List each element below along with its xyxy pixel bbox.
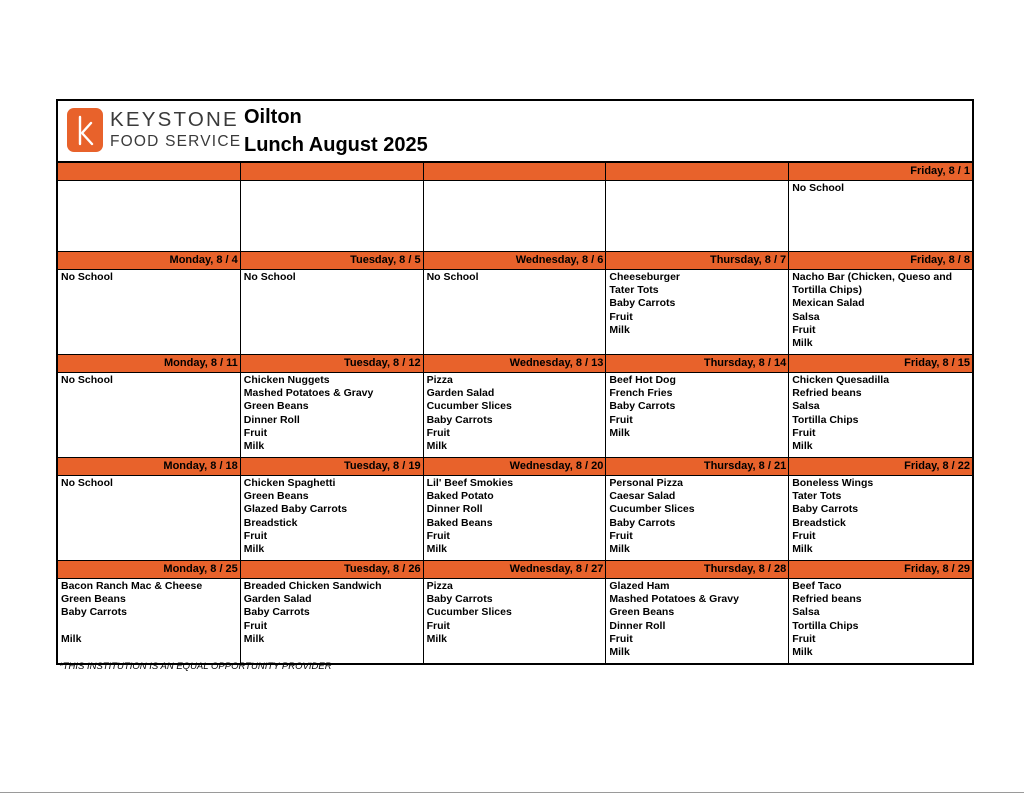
menu-items — [606, 373, 788, 457]
menu-calendar — [58, 163, 972, 663]
day-cell — [58, 355, 241, 457]
day-header: Friday, 8 / 1 — [789, 163, 972, 181]
menu-item: Baby Carrots — [609, 516, 676, 529]
menu-item: Glazed Ham — [609, 580, 670, 592]
day-cell — [606, 458, 789, 560]
menu-item: Milk — [426, 440, 448, 453]
menu-item: Breaded Chicken Sandwich — [243, 580, 382, 592]
menu-item: Milk — [243, 632, 265, 645]
menu-item: Pizza — [426, 374, 453, 386]
menu-item: Fruit — [609, 529, 633, 542]
day-cell — [789, 561, 972, 663]
menu-item: Personal Pizza — [609, 477, 683, 489]
menu-item: Fruit — [243, 619, 268, 632]
menu-item: Baked Potato — [426, 490, 494, 503]
menu-item: Beef Taco — [792, 580, 842, 592]
day-cell — [789, 163, 972, 251]
day-header: Friday, 8 / 8 — [789, 252, 972, 270]
menu-item: Garden Salad — [243, 593, 312, 606]
menu-item: Garden Salad — [426, 387, 495, 400]
menu-item: Milk — [792, 337, 813, 350]
menu-item: No School — [61, 374, 113, 386]
menu-items — [241, 270, 423, 354]
menu-item: Dinner Roll — [609, 619, 666, 632]
day-header: Thursday, 8 / 7 — [606, 252, 788, 270]
menu-item: Cucumber Slices — [426, 606, 512, 619]
menu-items — [789, 270, 972, 354]
menu-item: Milk — [61, 632, 82, 645]
menu-item: Milk — [243, 440, 265, 453]
menu-item: Milk — [792, 646, 813, 659]
menu-items — [58, 373, 240, 457]
week-row — [58, 163, 972, 251]
menu-item: Milk — [609, 426, 630, 439]
page-bottom-rule — [0, 792, 1024, 793]
menu-item: Chicken Quesadilla — [792, 374, 890, 386]
menu-items — [789, 181, 972, 251]
menu-item: Tater Tots — [792, 490, 842, 503]
menu-item: Milk — [426, 543, 448, 556]
menu-item: Baby Carrots — [426, 413, 493, 426]
menu-title: Lunch August 2025 — [244, 134, 428, 156]
menu-item: Fruit — [243, 426, 268, 439]
menu-item: Fruit — [792, 529, 816, 542]
day-header: Thursday, 8 / 21 — [606, 458, 788, 476]
day-cell — [789, 252, 972, 354]
menu-items — [606, 181, 788, 251]
day-header: Friday, 8 / 15 — [789, 355, 972, 373]
menu-item: Baby Carrots — [243, 606, 310, 619]
day-header: Monday, 8 / 25 — [58, 561, 240, 579]
day-header — [606, 163, 788, 181]
day-header: Friday, 8 / 22 — [789, 458, 972, 476]
menu-item: French Fries — [609, 387, 673, 400]
menu-item: Pizza — [426, 580, 453, 592]
day-cell — [58, 458, 241, 560]
menu-items — [58, 579, 240, 663]
menu-item: Fruit — [426, 619, 450, 632]
menu-item: Fruit — [609, 632, 633, 645]
day-cell — [58, 163, 241, 251]
day-cell — [241, 355, 424, 457]
menu-items — [58, 181, 240, 251]
day-cell — [789, 458, 972, 560]
menu-sheet — [56, 99, 974, 665]
menu-item: Green Beans — [243, 490, 309, 503]
day-cell — [424, 458, 607, 560]
menu-items — [424, 476, 606, 560]
day-cell — [241, 252, 424, 354]
menu-item: Tortilla Chips) — [792, 284, 862, 297]
menu-item: Tortilla Chips — [792, 619, 859, 632]
menu-items — [789, 476, 972, 560]
day-cell — [241, 163, 424, 251]
menu-item: Cheeseburger — [609, 271, 680, 283]
keystone-logo-icon — [67, 108, 103, 152]
menu-items — [424, 181, 606, 251]
day-header: Wednesday, 8 / 20 — [424, 458, 606, 476]
menu-item: Milk — [792, 543, 813, 556]
menu-items — [241, 181, 423, 251]
menu-item: Fruit — [792, 426, 816, 439]
menu-item: No School — [426, 271, 479, 283]
day-cell — [241, 458, 424, 560]
menu-item — [61, 620, 237, 633]
menu-item: Baby Carrots — [792, 503, 859, 516]
menu-item: Milk — [792, 440, 813, 453]
menu-item: Baby Carrots — [61, 606, 127, 619]
menu-item: Glazed Baby Carrots — [243, 503, 348, 516]
menu-item: Mashed Potatoes & Gravy — [243, 387, 374, 400]
menu-items — [789, 579, 972, 663]
day-cell — [424, 561, 607, 663]
menu-items — [606, 579, 788, 663]
menu-item: Bacon Ranch Mac & Cheese — [61, 580, 203, 592]
menu-item: Dinner Roll — [426, 503, 483, 516]
day-cell — [58, 561, 241, 663]
menu-item: Salsa — [792, 400, 820, 413]
menu-item: Tortilla Chips — [792, 413, 859, 426]
menu-item: Fruit — [426, 426, 450, 439]
menu-item: Chicken Spaghetti — [243, 477, 336, 489]
brand-name: KEYSTONE — [110, 108, 239, 131]
menu-item: Baby Carrots — [426, 593, 493, 606]
menu-item: Breadstick — [243, 516, 298, 529]
menu-items — [424, 270, 606, 354]
menu-item: Baked Beans — [426, 516, 493, 529]
menu-item: No School — [61, 271, 113, 283]
week-row — [58, 560, 972, 663]
menu-item: No School — [792, 182, 845, 194]
day-cell — [424, 252, 607, 354]
day-header — [424, 163, 606, 181]
menu-item: Milk — [426, 632, 448, 645]
day-header: Thursday, 8 / 28 — [606, 561, 788, 579]
day-cell — [606, 252, 789, 354]
menu-item: Green Beans — [243, 400, 309, 413]
menu-items — [789, 373, 972, 457]
menu-items — [241, 476, 423, 560]
menu-item: Milk — [609, 323, 630, 336]
menu-items — [241, 373, 423, 457]
menu-items — [606, 270, 788, 354]
day-header: Tuesday, 8 / 26 — [241, 561, 423, 579]
day-header: Monday, 8 / 18 — [58, 458, 240, 476]
day-header: Monday, 8 / 4 — [58, 252, 240, 270]
school-name: Oilton — [244, 106, 302, 128]
menu-item: Baby Carrots — [609, 297, 676, 310]
menu-item: Fruit — [609, 413, 633, 426]
menu-item: Breadstick — [792, 516, 846, 529]
day-header: Tuesday, 8 / 19 — [241, 458, 423, 476]
menu-item: Nacho Bar (Chicken, Queso and — [792, 271, 953, 283]
menu-item: Fruit — [426, 529, 450, 542]
menu-item: Tater Tots — [609, 284, 659, 297]
day-header: Thursday, 8 / 14 — [606, 355, 788, 373]
day-cell — [606, 163, 789, 251]
day-header: Wednesday, 8 / 13 — [424, 355, 606, 373]
menu-item: Cucumber Slices — [609, 503, 695, 516]
day-cell — [424, 163, 607, 251]
menu-items — [58, 476, 240, 560]
day-cell — [606, 561, 789, 663]
menu-items — [424, 373, 606, 457]
menu-item: Milk — [243, 543, 265, 556]
menu-item: Fruit — [792, 632, 816, 645]
menu-items — [58, 270, 240, 354]
week-row — [58, 457, 972, 560]
day-cell — [606, 355, 789, 457]
equal-opportunity-footnote: *THIS INSTITUTION IS AN EQUAL OPPORTUNITY PROVIDER — [59, 661, 332, 672]
menu-item: Beef Hot Dog — [609, 374, 676, 386]
day-cell — [58, 252, 241, 354]
menu-item: Dinner Roll — [243, 413, 300, 426]
menu-item: No School — [61, 477, 113, 489]
brand-subtitle: FOOD SERVICE — [110, 133, 242, 150]
menu-item: Mashed Potatoes & Gravy — [609, 593, 739, 606]
menu-item: Green Beans — [609, 606, 675, 619]
menu-item: Green Beans — [61, 593, 126, 606]
day-header: Monday, 8 / 11 — [58, 355, 240, 373]
day-header: Friday, 8 / 29 — [789, 561, 972, 579]
menu-item: No School — [243, 271, 296, 283]
menu-item: Baby Carrots — [609, 400, 676, 413]
menu-item: Milk — [609, 646, 630, 659]
day-header — [241, 163, 423, 181]
menu-item: Fruit — [243, 529, 268, 542]
day-header: Wednesday, 8 / 6 — [424, 252, 606, 270]
day-header: Wednesday, 8 / 27 — [424, 561, 606, 579]
menu-item: Fruit — [792, 323, 816, 336]
menu-item: Cucumber Slices — [426, 400, 512, 413]
menu-item: Boneless Wings — [792, 477, 874, 489]
menu-item: Mexican Salad — [792, 297, 865, 310]
menu-item: Refried beans — [792, 593, 862, 606]
menu-item: Salsa — [792, 310, 820, 323]
day-cell — [789, 355, 972, 457]
menu-items — [424, 579, 606, 663]
menu-item: Salsa — [792, 606, 820, 619]
menu-item: Lil' Beef Smokies — [426, 477, 514, 489]
menu-header — [58, 101, 972, 163]
menu-item: Refried beans — [792, 387, 862, 400]
day-header: Tuesday, 8 / 5 — [241, 252, 423, 270]
menu-items — [241, 579, 423, 663]
day-cell — [241, 561, 424, 663]
day-header: Tuesday, 8 / 12 — [241, 355, 423, 373]
menu-items — [606, 476, 788, 560]
menu-item: Caesar Salad — [609, 490, 676, 503]
day-header — [58, 163, 240, 181]
week-row — [58, 251, 972, 354]
week-row — [58, 354, 972, 457]
day-cell — [424, 355, 607, 457]
menu-item: Fruit — [609, 310, 633, 323]
menu-item: Chicken Nuggets — [243, 374, 330, 386]
menu-item: Milk — [609, 543, 630, 556]
